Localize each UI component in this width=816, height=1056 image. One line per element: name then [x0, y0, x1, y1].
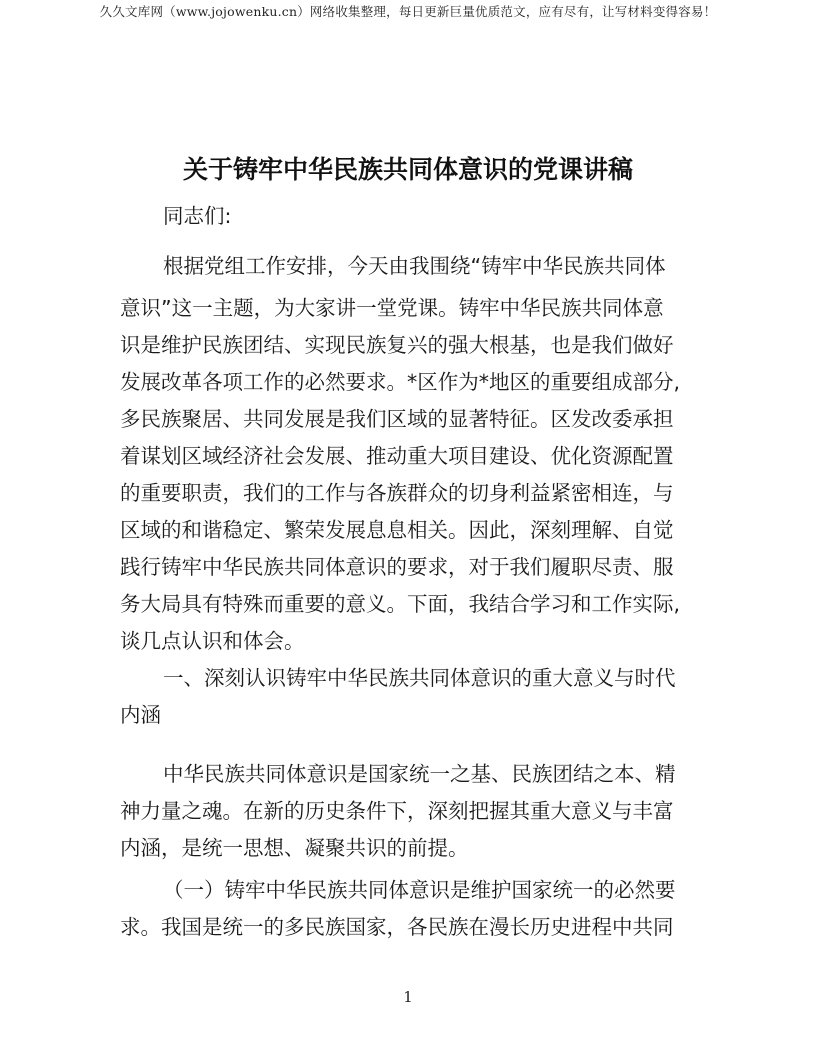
salutation-text: 同志们: [163, 204, 232, 228]
document-title: 关于铸牢中华民族共同体意识的党课讲稿 [182, 155, 633, 184]
paragraph-line: 的重要职责，我们的工作与各族群众的切身利益紧密相连，与 [120, 481, 674, 505]
paragraph-subsection-1 [120, 872, 700, 946]
heading-line: 内涵 [120, 703, 161, 727]
paragraph-line: 区域的和谐稳定、繁荣发展息息相关。因此，深刻理解、自觉 [120, 518, 674, 542]
paragraph-line: 务大局具有特殊而重要的意义。下面，我结合学习和工作实际, [120, 592, 681, 616]
paragraph-line: 中华民族共同体意识是国家统一之基、民族团结之本、精 [163, 762, 676, 786]
salutation [120, 198, 700, 235]
paragraph-line: 内涵，是统一思想、凝聚共识的前提。 [120, 836, 469, 860]
paragraph-line: 识是维护民族团结、实现民族复兴的强大根基，也是我们做好 [120, 333, 674, 357]
paragraph-line: 求。我国是统一的多民族国家，各民族在漫长历史进程中共同 [120, 915, 674, 939]
paragraph-line: 根据党组工作安排，今天由我围绕“铸牢中华民族共同体 [163, 254, 666, 278]
heading-line: 一、深刻认识铸牢中华民族共同体意识的重大意义与时代 [163, 666, 676, 690]
paragraph-line: 神力量之魂。在新的历史条件下，深刻把握其重大意义与丰富 [120, 799, 674, 823]
paragraph-intro [120, 248, 700, 660]
paragraph-line: 发展改革各项工作的必然要求。*区作为*地区的重要组成部分, [120, 370, 681, 394]
section-heading-1 [120, 660, 700, 734]
paragraph-line: 着谋划区域经济社会发展、推动重大项目建设、优化资源配置 [120, 444, 674, 468]
paragraph-section-1 [120, 756, 700, 867]
paragraph-line: 意识”这一主题，为大家讲一堂党课。铸牢中华民族共同体意 [120, 296, 664, 320]
paragraph-line: 谈几点认识和体会。 [120, 629, 305, 653]
paragraph-line: 多民族聚居、共同发展是我们区域的显著特征。区发改委承担 [120, 407, 674, 431]
header-note: 久久文库网（www.jojowenku.cn）网络收集整理，每日更新巨量优质范文，应有尽有，让写材料变得容易！ [99, 4, 717, 19]
paragraph-line: 践行铸牢中华民族共同体意识的要求，对于我们履职尽责、服 [120, 555, 674, 579]
paragraph-line: （一）铸牢中华民族共同体意识是维护国家统一的必然要 [163, 878, 676, 902]
page-number: 1 [403, 988, 413, 1006]
